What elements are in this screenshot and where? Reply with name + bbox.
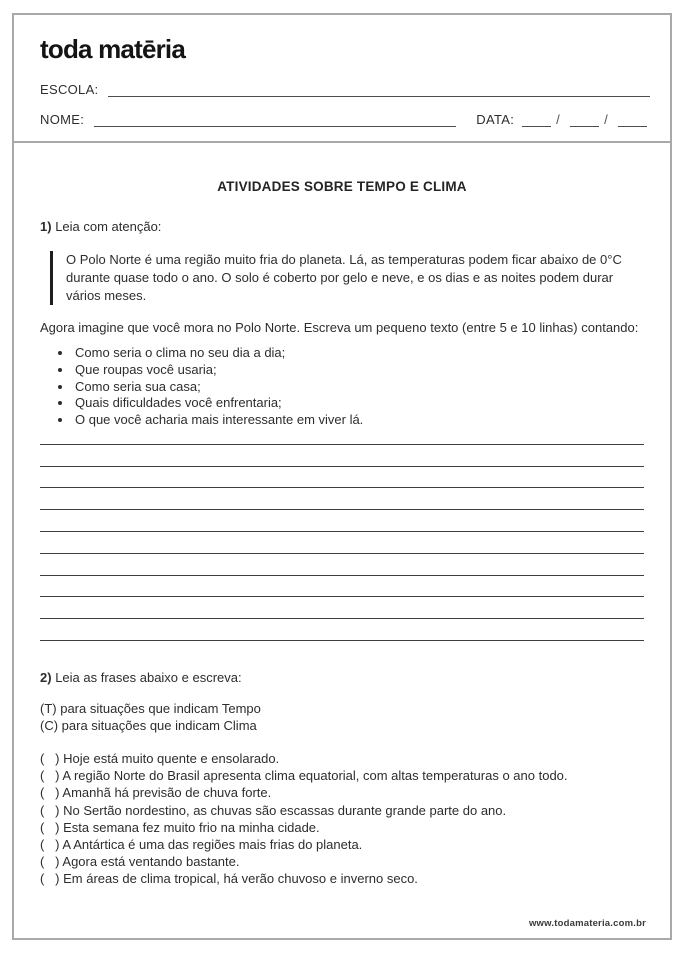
- writing-line[interactable]: [40, 597, 644, 619]
- statement-row: [40, 750, 644, 767]
- name-date-row: [40, 112, 650, 127]
- question2-number: 2): [40, 669, 52, 685]
- list-item: • O que você acharia mais interessante em viver lá.: [73, 412, 644, 429]
- answer-slot[interactable]: ( ): [40, 750, 60, 766]
- writing-lines-area: [40, 423, 644, 641]
- list-item: • Como seria o clima no seu dia a dia;: [73, 345, 644, 362]
- writing-line[interactable]: [40, 619, 644, 641]
- date-day-line[interactable]: [522, 113, 551, 127]
- statement-row: [40, 802, 644, 819]
- question1-number: 1): [40, 219, 52, 234]
- statement-text: Hoje está muito quente e ensolarado.: [63, 750, 280, 766]
- statement-row: [40, 784, 644, 801]
- school-label: ESCOLA:: [40, 82, 99, 97]
- school-field-row: [40, 82, 650, 97]
- website-url: www.todamateria.com.br: [528, 918, 646, 929]
- legend-tempo: (T) para situações que indicam Tempo: [40, 700, 261, 716]
- question1-instructions: Agora imagine que você mora no Polo Norte. Escreva um pequeno texto (entre 5 e 10 linhas) contando:: [40, 320, 639, 335]
- worksheet-title: ATIVIDADES SOBRE TEMPO E CLIMA: [217, 179, 467, 194]
- reading-quote: O Polo Norte é uma região muito fria do planeta. Lá, as temperaturas podem ficar abaixo de 0°C durante quase todo o ano. O solo é coberto por gelo e neve, e os dias e as noites podem durar vários meses.: [50, 251, 625, 305]
- legend-clima: (C) para situações que indicam Clima: [40, 717, 257, 733]
- date-separator: /: [604, 112, 608, 127]
- answer-slot[interactable]: ( ): [40, 854, 60, 870]
- question2-legend: [40, 700, 644, 734]
- list-item: • Como seria sua casa;: [73, 379, 644, 396]
- writing-line[interactable]: [40, 488, 644, 510]
- date-year-line[interactable]: [618, 113, 647, 127]
- statement-text: Em áreas de clima tropical, há verão chuvoso e inverno seco.: [63, 871, 418, 887]
- school-input-line[interactable]: [108, 83, 650, 97]
- statements-list: [40, 750, 644, 888]
- statement-row: [40, 819, 644, 836]
- statement-text: Amanhã há previsão de chuva forte.: [62, 785, 272, 801]
- question2-prompt-text: Leia as frases abaixo e escreva:: [55, 669, 242, 685]
- worksheet-page: [12, 13, 672, 940]
- statement-row: [40, 870, 644, 887]
- date-separator: /: [556, 112, 561, 127]
- question1-bullet-list: [40, 345, 644, 429]
- statement-row: [40, 767, 644, 784]
- date-month-line[interactable]: [570, 113, 599, 127]
- statement-text: A Antártica é uma das regiões mais frias do planeta.: [62, 836, 363, 852]
- answer-slot[interactable]: ( ): [40, 802, 60, 818]
- name-input-line[interactable]: [94, 113, 456, 127]
- brand-logo: toda matēria: [40, 34, 186, 64]
- name-label: NOME:: [40, 112, 85, 127]
- writing-line[interactable]: [40, 532, 644, 554]
- statement-row: [40, 853, 644, 870]
- date-label: DATA:: [476, 112, 515, 127]
- answer-slot[interactable]: ( ): [40, 819, 60, 835]
- statement-text: No Sertão nordestino, as chuvas são escassas durante grande parte do ano.: [63, 802, 507, 818]
- answer-slot[interactable]: ( ): [40, 836, 60, 852]
- answer-slot[interactable]: ( ): [40, 871, 60, 887]
- list-item: • Que roupas você usaria;: [73, 362, 644, 379]
- list-item: • Quais dificuldades você enfrentaria;: [73, 395, 644, 412]
- writing-line[interactable]: [40, 554, 644, 576]
- answer-slot[interactable]: ( ): [40, 785, 60, 801]
- question1-prompt-text: Leia com atenção:: [55, 219, 162, 234]
- writing-line[interactable]: [40, 510, 644, 532]
- writing-line[interactable]: [40, 576, 644, 598]
- writing-line[interactable]: [40, 467, 644, 489]
- statement-row: [40, 836, 644, 853]
- question1-prompt: [40, 218, 644, 236]
- statement-text: Esta semana fez muito frio na minha cidade.: [63, 819, 320, 835]
- writing-line[interactable]: [40, 445, 644, 467]
- worksheet-header: [14, 15, 670, 143]
- answer-slot[interactable]: ( ): [40, 768, 60, 784]
- worksheet-body: [14, 143, 670, 938]
- question2-prompt: [40, 669, 644, 687]
- statement-text: A região Norte do Brasil apresenta clima equatorial, com altas temperaturas o ano todo.: [62, 768, 568, 784]
- statement-text: Agora está ventando bastante.: [62, 854, 240, 870]
